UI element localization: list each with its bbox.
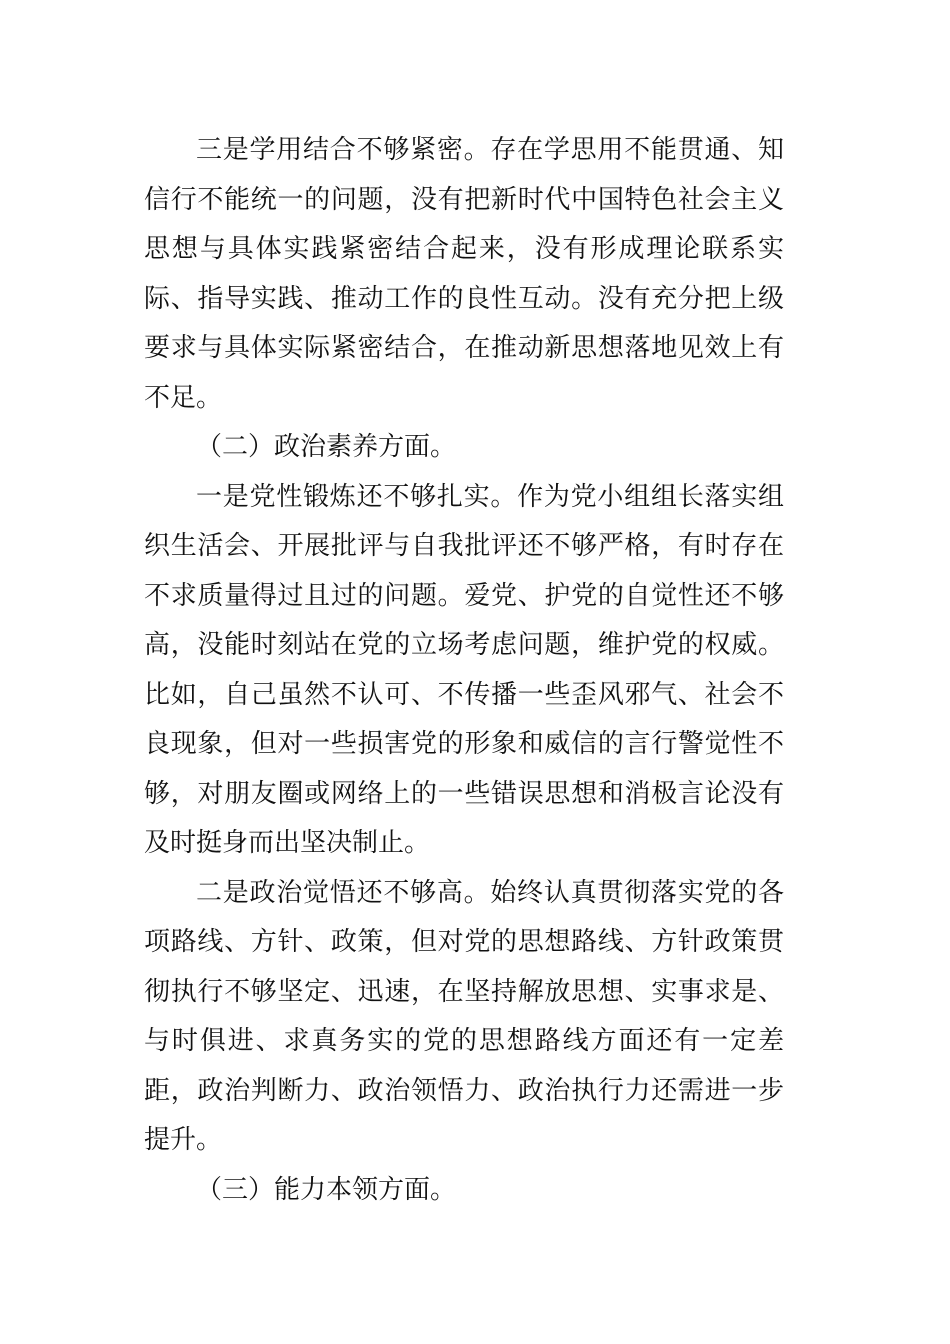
section-heading-political-quality: （二）政治素养方面。 xyxy=(196,432,457,462)
paragraph-study-application: 三是学用结合不够紧密。存在学思用不能贯通、知信行不能统一的问题，没有把新时代中国特色社会主义思想与具体实践紧密结合起来，没有形成理论联系实际、指导实践、推动工作的良性互动。没有充分把上级要求与具体实际紧密结合，在推动新思想落地见效上有不足。 xyxy=(144,135,784,413)
document-body xyxy=(144,126,784,1215)
section-heading-capability: （三）能力本领方面。 xyxy=(196,1174,457,1205)
paragraph-party-spirit: 一是党性锻炼还不够扎实。作为党小组组长落实组织生活会、开展批评与自我批评还不够严格，有时存在不求质量得过且过的问题。爱党、护党的自觉性还不够高，没能时刻站在党的立场考虑问题，维护党的权威。比如，自己虽然不认可、不传播一些歪风邪气、社会不良现象，但对一些损害党的形象和威信的言行警觉性不够，对朋友圈或网络上的一些错误思想和消极言论没有及时挺身而出坚决制止。 xyxy=(144,481,784,858)
paragraph-political-awareness: 二是政治觉悟还不够高。始终认真贯彻落实党的各项路线、方针、政策，但对党的思想路线、方针政策贯彻执行不够坚定、迅速，在坚持解放思想、实事求是、与时俱进、求真务实的党的思想路线方面还有一定差距，政治判断力、政治领悟力、政治执行力还需进一步提升。 xyxy=(144,877,784,1155)
